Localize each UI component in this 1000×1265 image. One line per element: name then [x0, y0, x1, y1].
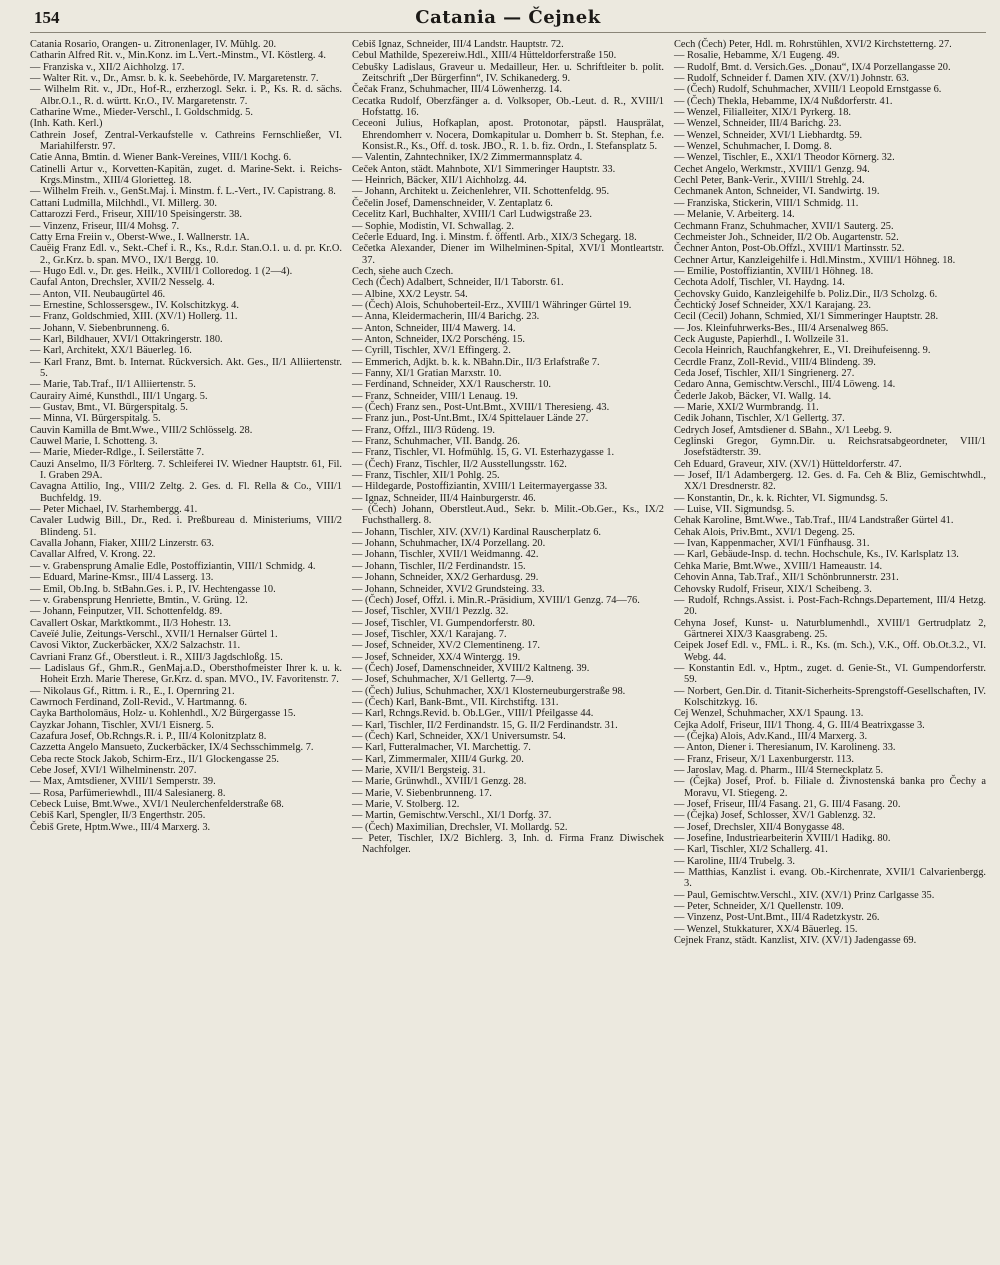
directory-entry: — Karl, Rchngs.Revid. b. Ob.LGer., VIII/1 Pfeilgasse 44. — [352, 708, 594, 720]
directory-entry: Cavallar Alfred, V. Krong. 22. — [30, 549, 156, 561]
directory-entry: — Wilhelm Rit. v., JDr., Hof-R., erzherzogl. Sekr. i. P., Ks. R. d. sächs. Albr.O.1., R. d. württ. Kr.O., IV. Margaretenstr. 7. — [30, 84, 342, 107]
directory-entry: Cecil (Cecil) Johann, Schmied, XI/1 Simmeringer Hauptstr. 28. — [674, 311, 939, 323]
directory-entry: — Anton, Diener i. Theresianum, IV. Karolineng. 33. — [674, 742, 896, 754]
directory-entry: Cehka Marie, Bmt.Wwe., XVIII/1 Hameaustr. 14. — [674, 560, 883, 572]
directory-entry: Cavosi Viktor, Zuckerbäcker, XX/2 Salzachstr. 11. — [30, 640, 241, 652]
directory-entry: — Karl, Tischler, II/2 Ferdinandstr. 15, G. II/2 Ferdinandstr. 31. — [352, 719, 618, 731]
directory-entry: — Sophie, Modistin, VI. Schwallag. 2. — [352, 220, 515, 232]
directory-entry: — (Čejka) Alois, Adv.Kand., III/4 Marxerg. 3. — [674, 730, 868, 742]
directory-entry: — Josef, Schuhmacher, X/1 Gellertg. 7—9. — [352, 674, 534, 686]
directory-entry: — Johann, Schneider, XVI/2 Grundsteing. 33. — [352, 583, 545, 595]
directory-entry: Cechet Angelo, Werkmstr., XVIII/1 Genzg. 94. — [674, 163, 870, 175]
directory-entry: Cechmanek Anton, Schneider, VI. Sandwirtg. 19. — [674, 186, 880, 198]
directory-entry: — Johann, Tischler, XIV. (XV/1) Kardinal Rauscherplatz 6. — [352, 526, 602, 538]
directory-entry: — Rudolf, Bmt. d. Versich.Ges. „Donau“, IX/4 Porzellangasse 20. — [674, 61, 951, 73]
directory-entry: — Melanie, V. Arbeiterg. 14. — [674, 209, 795, 221]
directory-entry: — Wenzel, Schneider, XVI/1 Liebhardtg. 59. — [674, 129, 863, 141]
directory-entry: — Johann, Schneider, XX/2 Gerhardusg. 29. — [352, 572, 539, 584]
directory-entry: — Franz, Schneider, VIII/1 Lenaug. 19. — [352, 390, 518, 402]
directory-entry: Cebe Josef, XVI/1 Wilhelminenstr. 207. — [30, 765, 197, 776]
directory-entry: Cehak Alois, Priv.Bmt., XVI/1 Degeng. 25. — [674, 526, 855, 538]
directory-entry: — Konstantin Edl. v., Hptm., zuget. d. Genie-St., VI. Gumpendorferstr. 59. — [674, 662, 986, 686]
directory-entry: Cayzkar Johann, Tischler, XVI/1 Eisnerg. 5. — [30, 719, 214, 731]
directory-entry: Cazafura Josef, Ob.Rchngs.R. i. P., III/4 Kolonitzplatz 8. — [30, 730, 267, 742]
directory-entry: Cavagna Attilio, Ing., VIII/2 Zeltg. 2. Ges. d. Fl. Rella & Co., VIII/1 Buchfeldg. 19. — [30, 481, 342, 504]
directory-entry: — Luise, VII. Sigmundsg. 5. — [674, 504, 795, 516]
directory-entry: — Marie, V. Siebenbrunneng. 17. — [352, 787, 492, 799]
directory-entry: Cehovin Anna, Tab.Traf., XII/1 Schönbrunnerstr. 231. — [674, 572, 899, 584]
directory-entry: Čečelin Josef, Damenschneider, V. Zentaplatz 6. — [352, 197, 553, 209]
directory-entry: — Rudolf, Schneider f. Damen XIV. (XV/1) Johnstr. 63. — [674, 73, 910, 85]
directory-entry: Cebiš Ignaz, Schneider, III/4 Landstr. Hauptstr. 72. — [352, 39, 564, 50]
directory-entry: Cebušky Ladislaus, Graveur u. Medailleur, Her. u. Schriftleiter b. polit. Zeitschrift „Der Bürgerfinn“, IV. Schikanederg. 9. — [352, 61, 664, 85]
directory-entry: — (Čejka) Josef, Prof. b. Filiale d. Živnostenská banka pro Čechy a Moravu, VI. Stiegeng. 2. — [674, 776, 986, 799]
directory-entry: — Gustav, Bmt., VI. Bürgerspitalg. 5. — [30, 402, 188, 413]
directory-entry: Cehovsky Rudolf, Friseur, XIX/1 Scheibeng. 3. — [674, 583, 872, 595]
directory-entry: — v. Grabensprung Amalie Edle, Postoffiziantin, VIII/1 Schmidg. 4. — [30, 560, 316, 572]
directory-entry: — Johann, Architekt u. Zeichenlehrer, VII. Schottenfeldg. 95. — [352, 186, 610, 198]
directory-entry: — Karl, Zimmermaler, XIII/4 Gurkg. 20. — [352, 753, 524, 765]
directory-entry: Cavriani Franz Gf., Oberstleut. i. R., XIII/3 Jagdschloßg. 15. — [30, 651, 283, 663]
directory-entry: Caurairy Aimé, Kunsthdl., III/1 Ungarg. 5. — [30, 390, 208, 402]
directory-entry: Catharine Wme., Mieder-Verschl., I. Goldschmidg. 5. — [30, 107, 253, 119]
directory-entry: — Franz, Goldschmied, XIII. (XV/1) Hollerg. 11. — [30, 311, 238, 323]
directory-entry: — Anton, Schneider, IX/2 Porschéng. 15. — [352, 333, 526, 345]
directory-entry: Cecatka Rudolf, Oberzfänger a. d. Volksoper, Ob.-Leut. d. R., XVIII/1 Hofstattg. 16. — [352, 95, 664, 119]
directory-entry: Cathrein Josef, Zentral-Verkaufstelle v. Cathreins Fernschließer, VI. Mariahilferstr. 97. — [30, 129, 342, 153]
directory-entry: — Emmerich, Adjkt. b. k. k. NBahn.Dir., II/3 Erlafstraße 7. — [352, 356, 600, 368]
directory-entry: Cechl Peter, Bank-Verir., XVIII/1 Strehlg. 24. — [674, 175, 865, 187]
directory-entry: Cebeck Luise, Bmt.Wwe., XVI/1 Neulerchenfelderstraße 68. — [30, 799, 284, 811]
directory-entry: Cattarozzi Ferd., Friseur, XIII/10 Speisingerstr. 38. — [30, 209, 242, 221]
directory-entry: — Johann, Tischler, XVII/1 Weidmanng. 42. — [352, 549, 539, 561]
directory-entry: Ceda Josef, Tischler, XII/1 Singrienerg. 27. — [674, 367, 855, 379]
directory-entry: — Franz, Schuhmacher, VII. Bandg. 26. — [352, 436, 520, 448]
directory-entry: — Ignaz, Schneider, III/4 Hainburgerstr. 46. — [352, 492, 536, 504]
directory-entry: Cej Wenzel, Schuhmacher, XX/1 Spaung. 13. — [674, 708, 864, 720]
directory-entry: Cejnek Franz, städt. Kanzlist, XIV. (XV/1) Jadengasse 69. — [674, 935, 917, 947]
directory-entry: Cecelitz Karl, Buchhalter, XVIII/1 Carl Ludwigstraße 23. — [352, 209, 592, 221]
directory-entry: — Ferdinand, Schneider, XX/1 Rauscherstr. 10. — [352, 379, 551, 391]
column-right — [674, 39, 986, 947]
page-header — [30, 6, 986, 33]
directory-entry: Ceček Anton, städt. Mahnbote, XI/1 Simmeringer Hauptstr. 33. — [352, 163, 616, 175]
directory-entry: Caufal Anton, Drechsler, XVII/2 Nesselg. 4. — [30, 277, 215, 289]
directory-entry: — Albine, XX/2 Leystr. 54. — [352, 288, 468, 300]
directory-entry: Catania Rosario, Orangen- u. Zitronenlager, IV. Mühlg. 20. — [30, 39, 277, 50]
column-middle — [352, 39, 664, 947]
directory-entry: — Josefine, Industriearbeiterin XVIII/1 Hadikg. 80. — [674, 833, 891, 845]
directory-entry: — (Čech) Franz sen., Post-Unt.Bmt., XVIII/1 Theresieng. 43. — [352, 402, 610, 413]
directory-entry: Cazzetta Angelo Mansueto, Zuckerbäcker, IX/4 Sechsschimmelg. 7. — [30, 742, 314, 754]
directory-entry: Catharin Alfred Rit. v., Min.Konz. im L.Vert.-Minstm., VI. Köstlerg. 4. — [30, 50, 326, 62]
directory-entry: — Norbert, Gen.Dir. d. Titanit-Sicherheits-Sprengstoff-Gesellschaften, IV. Kolschitzkyg. 16. — [674, 685, 986, 708]
directory-entry: — Vinzenz, Post-Unt.Bmt., III/4 Radetzkystr. 26. — [674, 912, 880, 924]
directory-entry: — Johann, Tischler, II/2 Ferdinandstr. 15. — [352, 560, 526, 572]
directory-entry: — Peter, Tischler, IX/2 Bichlerg. 3, Inh. d. Firma Franz Diwischek Nachfolger. — [352, 833, 664, 856]
directory-entry: — Jaroslav, Mag. d. Pharm., III/4 Sterneckplatz 5. — [674, 765, 884, 776]
directory-entry: — Franziska v., XII/2 Aichholzg. 17. — [30, 61, 185, 73]
directory-entry: Cech (Čech) Peter, Hdl. m. Rohrstühlen, XVI/2 Kirchstetterng. 27. — [674, 39, 952, 50]
directory-entry: Cejka Adolf, Friseur, III/1 Thong. 4, G. III/4 Beatrixgasse 3. — [674, 719, 925, 731]
directory-entry: — (Čech) Johann, Oberstleut.Aud., Sekr. b. Milit.-Ob.Ger., Ks., IX/2 Fuchsthallerg. 8. — [352, 504, 664, 527]
directory-entry: — (Čejka) Josef, Schlosser, XV/1 Gablenzg. 32. — [674, 810, 876, 822]
directory-entry: — Emilie, Postoffiziantin, XVIII/1 Höhneg. 18. — [674, 265, 874, 277]
directory-entry: Cauëig Franz Edl. v., Sekt.-Chef i. R., Ks., R.d.r. Stan.O.1. u. d. pr. Kr.O. 2., Gr.Krz. b. span. MVO., IX/1 Bergg. 10. — [30, 243, 342, 266]
directory-entry: — Walter Rit. v., Dr., Amsr. b. k. k. Seebehörde, IV. Margaretenstr. 7. — [30, 73, 319, 85]
directory-entry: — (Čech) Franz, Tischler, II/2 Ausstellungsstr. 162. — [352, 458, 567, 470]
directory-entry: — Josef, Drechsler, XII/4 Bonygasse 48. — [674, 821, 845, 833]
directory-entry: — Max, Amtsdiener, XVIII/1 Semperstr. 39. — [30, 776, 216, 788]
directory-entry: — Josef, Schneider, XX/4 Wintergg. 19. — [352, 651, 521, 663]
directory-columns — [30, 39, 986, 947]
directory-entry: — Franz jun., Post-Unt.Bmt., IX/4 Spittelauer Lände 27. — [352, 413, 589, 425]
directory-entry: Cecrdle Franz, Zoll-Revid., VIII/4 Blindeng. 39. — [674, 356, 876, 368]
directory-entry: — Johann, V. Siebenbrunneng. 6. — [30, 322, 170, 334]
directory-entry: — Fanny, XI/1 Gratian Marxstr. 10. — [352, 367, 502, 379]
directory-entry: — Rudolf, Rchngs.Assist. i. Post-Fach-Rchngs.Departement, III/4 Hetzg. 20. — [674, 594, 986, 618]
directory-entry: — (Čech) Thekla, Hebamme, IX/4 Nußdorferstr. 41. — [674, 95, 893, 107]
directory-entry: Čederle Jakob, Bäcker, VI. Wallg. 14. — [674, 390, 832, 402]
directory-entry: Cečetka Alexander, Diener im Wilhelminen-Spital, XVI/1 Montleartstr. 37. — [352, 243, 664, 266]
directory-entry: (Inh. Kath. Kerl.) — [30, 118, 103, 130]
directory-entry: Cedaro Anna, Gemischtw.Verschl., III/4 Löweng. 14. — [674, 379, 896, 391]
directory-entry: — Jos. Kleinfuhrwerks-Bes., III/4 Arsenalweg 865. — [674, 322, 889, 334]
directory-entry: — Valentin, Zahntechniker, IX/2 Zimmermannsplatz 4. — [352, 152, 583, 164]
directory-entry: — Ernestine, Schlossersgew., IV. Kolschitzkyg. 4. — [30, 299, 239, 311]
directory-entry: Cebul Mathilde, Spezereiw.Hdl., XIII/4 Hütteldorferstraße 150. — [352, 50, 617, 62]
directory-entry: — Matthias, Kanzlist i. evang. Ob.-Kirchenrate, XVII/1 Calvarienbergg. 3. — [674, 867, 986, 890]
directory-entry: — (Čech) Maximilian, Drechsler, VI. Mollardg. 52. — [352, 821, 568, 833]
directory-entry: — Konstantin, Dr., k. k. Richter, VI. Sigmundsg. 5. — [674, 492, 888, 504]
directory-entry: — Franz, Friseur, X/1 Laxenburgerstr. 113. — [674, 753, 854, 765]
directory-entry: — Josef, II/1 Adambergerg. 12. Ges. d. Fa. Ceh & Bliz, Gemischtwhdl., XX/1 Dresdnerstr. 82. — [674, 470, 986, 493]
directory-entry: Cattani Ludmilla, Milchhdl., VI. Millerg. 30. — [30, 197, 217, 209]
directory-entry: — Marie, XXI/2 Wurmbrandg. 11. — [674, 402, 819, 413]
directory-entry: — Franz, Tischler, XII/1 Pohlg. 25. — [352, 470, 500, 482]
directory-entry: Cauvin Kamilla de Bmt.Wwe., VIII/2 Schlösselg. 28. — [30, 424, 253, 436]
directory-entry: Ceck Auguste, Papierhdl., I. Wollzeile 31. — [674, 333, 849, 345]
column-left — [30, 39, 342, 947]
directory-entry: — Marie, Tab.Traf., II/1 Alliiertenstr. 5. — [30, 379, 196, 391]
directory-entry: — Hugo Edl. v., Dr. ges. Heilk., XVIII/1 Colloredog. 1 (2—4). — [30, 265, 293, 277]
directory-entry: Cedik Johann, Tischler, X/1 Gellertg. 37. — [674, 413, 845, 425]
directory-entry: Cauwel Marie, I. Schotteng. 3. — [30, 436, 158, 448]
directory-entry: — Vinzenz, Friseur, III/4 Mohsg. 7. — [30, 220, 180, 232]
directory-entry: — Karl, Tischler, XI/2 Schallerg. 41. — [674, 844, 828, 856]
directory-entry: Ceĉerle Eduard, Ing. i. Minstm. f. öffentl. Arb., XIX/3 Schegarg. 18. — [352, 231, 637, 243]
directory-entry: Cech, siehe auch Czech. — [352, 265, 454, 277]
directory-entry: — (Čech) Alois, Schuhoberteil-Erz., XVIII/1 Währinger Gürtel 19. — [352, 299, 632, 311]
directory-entry: — Karl, Architekt, XX/1 Bäuerleg. 16. — [30, 345, 192, 357]
directory-entry: — Karoline, III/4 Trubelg. 3. — [674, 855, 795, 867]
directory-entry: — Cyrill, Tischler, XV/1 Effingerg. 2. — [352, 345, 511, 357]
directory-entry: — Josef, Tischler, XX/1 Karajang. 7. — [352, 628, 507, 640]
directory-entry: — Karl, Futteralmacher, VI. Marchettig. 7. — [352, 742, 531, 754]
directory-entry: — Ladislaus Gf., Ghm.R., GenMaj.a.D., Obersthofmeister Ihrer k. u. k. Hoheit Erzh. Marie Therese, Gr.Krz. d. span. MVO., IV. Favoritenstr. 7. — [30, 662, 342, 686]
directory-entry: — v. Grabensprung Henriette, Bmtin., V. Grüng. 12. — [30, 594, 248, 606]
directory-entry: Cauzi Anselmo, II/3 Förlterg. 7. Schleiferei IV. Wiedner Hauptstr. 61, Fil. I. Graben 29A. — [30, 458, 342, 482]
directory-entry: Cechota Adolf, Tischler, VI. Haydng. 14. — [674, 277, 845, 289]
directory-entry: — Karl, Gebäude-Insp. d. techn. Hochschule, Ks., IV. Karlsplatz 13. — [674, 549, 959, 561]
directory-entry: — Peter Michael, IV. Starhembergg. 41. — [30, 504, 198, 516]
directory-entry: — Marie, XVII/1 Bergsteig. 31. — [352, 765, 486, 776]
directory-entry: — (Čech) Karl, Bank-Bmt., VII. Kirchstiftg. 131. — [352, 696, 559, 708]
directory-entry: Cechmann Franz, Schuhmacher, XVII/1 Sauterg. 25. — [674, 220, 894, 232]
directory-entry: Cecola Heinrich, Rauchfangkehrer, E., VI. Dreihufeisenng. 9. — [674, 345, 931, 357]
directory-entry: — Marie, Mieder-Rdlge., I. Seilerstätte 7. — [30, 447, 205, 459]
directory-entry: Cavaler Ludwig Bill., Dr., Red. i. Preßbureau d. Ministeriums, VIII/2 Blindeng. 51. — [30, 515, 342, 538]
directory-entry: — Wenzel, Schneider, III/4 Barichg. 23. — [674, 118, 842, 130]
directory-entry: Ceba recte Stock Jakob, Schirm-Erz., II/1 Glockengasse 25. — [30, 753, 280, 765]
directory-entry: Cechovsky Guido, Kanzleigehilfe b. Poliz.Dir., II/3 Scholzg. 6. — [674, 288, 938, 300]
directory-entry: Catie Anna, Bmtin. d. Wiener Bank-Vereines, VIII/1 Kochg. 6. — [30, 152, 292, 164]
directory-entry: — Minna, VI. Bürgerspitalg. 5. — [30, 413, 161, 425]
directory-entry: Čečak Franz, Schuhmacher, III/4 Löwenherzg. 14. — [352, 84, 562, 96]
directory-entry: Cehyna Josef, Kunst- u. Naturblumenhdl., XVIII/1 Gertrudplatz 2, Gärtnerei XIX/3 Kaasgrabeng. 25. — [674, 617, 986, 640]
directory-entry: Ceipek Josef Edl. v., FML. i. R., Ks. (m. Sch.), V.K., Off. Ob.Ot.3.2., VI. Webg. 44. — [674, 640, 986, 663]
directory-entry: — Karl, Bildhauer, XVI/1 Ottakringerstr. 180. — [30, 333, 223, 345]
directory-entry: — Ivan, Kappenmacher, XVI/1 Fünfhausg. 31. — [674, 538, 870, 550]
directory-entry: — Heinrich, Bäcker, XII/1 Aichholzg. 44. — [352, 175, 527, 187]
directory-entry: — Franziska, Stickerin, VIII/1 Schmidg. 11. — [674, 197, 859, 209]
directory-entry: — (Čech) Julius, Schuhmacher, XX/1 Klosterneuburgerstraße 98. — [352, 685, 626, 697]
directory-entry: Cedrych Josef, Amtsdiener d. SBahn., X/1 Leebg. 9. — [674, 424, 892, 436]
directory-entry: — Josef, Schneider, XV/2 Clementineng. 17. — [352, 640, 541, 652]
directory-entry: Ceceoni Julius, Hofkaplan, apost. Protonotar, päpstl. Hausprälat, Ehrendomherr v. Nocera, Domkapitular u. Domherr b. St. Stephan, f.e. Konsist.R., Ks., Off. d. tosk. JBO., R. 1. b. fiz. Ordn., I. Stefansplatz 5. — [352, 118, 664, 153]
running-head: Catania — Čejnek — [415, 7, 601, 28]
directory-entry: — Wenzel, Filialleiter, XIX/1 Pyrkerg. 18. — [674, 107, 851, 119]
directory-entry: Catinelli Artur v., Korvetten-Kapitän, zuget. d. Marine-Sekt. i. Reichs-Krgs.Minstm., XIII/4 Gloriettеg. 18. — [30, 163, 342, 187]
directory-entry: Caveïé Julie, Zeitungs-Verschl., XVII/1 Hernalser Gürtel 1. — [30, 628, 278, 640]
directory-entry: Catty Erna Freiin v., Oberst-Wwe., I. Wallnerstr. 1A. — [30, 231, 250, 243]
directory-entry: — (Čech) Rudolf, Schuhmacher, XVIII/1 Leopold Ernstgasse 6. — [674, 84, 942, 96]
directory-entry: Cehak Karoline, Bmt.Wwe., Tab.Traf., III/4 Landstraßer Gürtel 41. — [674, 515, 954, 527]
directory-entry: — Anna, Kleidermacherin, III/4 Barichg. 23. — [352, 311, 540, 323]
directory-entry: — Paul, Gemischtw.Verschl., XIV. (XV/1) Prinz Carlgasse 35. — [674, 889, 935, 901]
directory-entry: Čechtický Josef Schneider, XX/1 Karajang. 23. — [674, 299, 871, 311]
directory-entry: — (Čech) Karl, Schneider, XX/1 Universumstr. 54. — [352, 730, 566, 742]
directory-entry: — Franz, Offzl., III/3 Rüdeng. 19. — [352, 424, 495, 436]
directory-entry: — Rosalie, Hebamme, X/1 Eugeng. 49. — [674, 50, 840, 62]
directory-entry: — Hildegarde, Postoffiziantin, XVIII/1 Leitermayergasse 33. — [352, 481, 608, 493]
directory-entry: — Wilhelm Freih. v., GenSt.Maj. i. Minstm. f. L.-Vert., IV. Capistrang. 8. — [30, 186, 336, 198]
directory-entry: — Wenzel, Stukkaturer, XX/4 Bäuerleg. 15. — [674, 923, 858, 935]
directory-entry: — Emil, Ob.Ing. b. StBahn.Ges. i. P., IV. Hechtengasse 10. — [30, 583, 276, 595]
directory-entry: Čebiš Grete, Hptm.Wwe., III/4 Marxerg. 3. — [30, 821, 211, 833]
directory-entry: Cebiš Karl, Spengler, II/3 Engerthstr. 205. — [30, 810, 206, 822]
page-number: 154 — [34, 8, 60, 27]
directory-entry: Čechner Anton, Post-Ob.Offzl., XVIII/1 Martinsstr. 52. — [674, 243, 905, 255]
directory-entry: Cechner Artur, Kanzleigehilfe i. Hdl.Minstm., XVIII/1 Höhneg. 18. — [674, 254, 956, 266]
directory-entry: — Eduard, Marine-Kmsr., III/4 Lasserg. 13. — [30, 572, 214, 584]
directory-entry: — Josef, Tischler, XVII/1 Pezzlg. 32. — [352, 606, 509, 618]
directory-entry: Cavallert Oskar, Marktkommt., II/3 Hohestr. 13. — [30, 617, 232, 629]
directory-entry: — (Čech) Josef, Damenschneider, XVIII/2 Kaltneng. 39. — [352, 662, 590, 674]
directory-entry: — Martin, Gemischtw.Verschl., XI/1 Dorfg. 37. — [352, 810, 552, 822]
directory-entry: — Wenzel, Schuhmacher, I. Domg. 8. — [674, 141, 832, 153]
directory-entry: — Wenzel, Tischler, E., XXI/1 Theodor Körnerg. 32. — [674, 152, 895, 164]
directory-entry: — Marie, V. Stolberg. 12. — [352, 799, 460, 811]
directory-entry: — Marie, Grünwhdl., XVIII/1 Genzg. 28. — [352, 776, 527, 788]
directory-entry: Cechmeister Joh., Schneider, II/2 Ob. Augartenstr. 52. — [674, 231, 899, 243]
directory-entry: — Rosa, Parfümeriewhdl., III/4 Salesianerg. 8. — [30, 787, 226, 799]
directory-entry: — Josef, Friseur, III/4 Fasang. 21, G. III/4 Fasang. 20. — [674, 799, 901, 811]
directory-entry: — Johann, Schuhmacher, IX/4 Porzellang. 20. — [352, 538, 546, 550]
directory-entry: — Franz, Tischler, VI. Hofmühlg. 15, G. VI. Esterhazygasse 1. — [352, 447, 615, 459]
directory-entry: Cayka Bartholomäus, Holz- u. Kohlenhdl., X/2 Bürgergasse 15. — [30, 708, 296, 720]
directory-entry: — Johann, Feinputzer, VII. Schottenfeldg. 89. — [30, 606, 223, 618]
directory-entry: — Nikolaus Gf., Rittm. i. R., E., I. Opernring 21. — [30, 685, 235, 697]
directory-entry: Ceglinski Gregor, Gymn.Dir. u. Reichsratsabgeordneter, VIII/1 Josefstädterstr. 39. — [674, 436, 986, 459]
directory-entry: — Anton, Schneider, III/4 Mawerg. 14. — [352, 322, 516, 334]
directory-entry: — Karl Franz, Bmt. b. Internat. Rückversich. Akt. Ges., II/1 Alliiertenstr. 5. — [30, 356, 342, 379]
directory-entry: Cavalla Johann, Fiaker, XIII/2 Linzerstr. 63. — [30, 538, 214, 550]
directory-entry: — Anton, VII. Neubaugürtel 46. — [30, 288, 166, 300]
directory-entry: Cech (Čech) Adalbert, Schneider, II/1 Taborstr. 61. — [352, 277, 564, 289]
directory-entry: — Josef, Tischler, VI. Gumpendorferstr. 80. — [352, 617, 535, 629]
directory-entry: Ceh Eduard, Graveur, XIV. (XV/1) Hütteldorferstr. 47. — [674, 458, 902, 470]
directory-entry: Cawrnoch Ferdinand, Zoll-Revid., V. Hartmanng. 6. — [30, 696, 247, 708]
directory-entry: — Peter, Schneider, X/1 Quellenstr. 109. — [674, 901, 844, 913]
directory-entry: — (Čech) Josef, Offzl. i. Min.R.-Präsidium, XVIII/1 Genzg. 74—76. — [352, 594, 640, 606]
